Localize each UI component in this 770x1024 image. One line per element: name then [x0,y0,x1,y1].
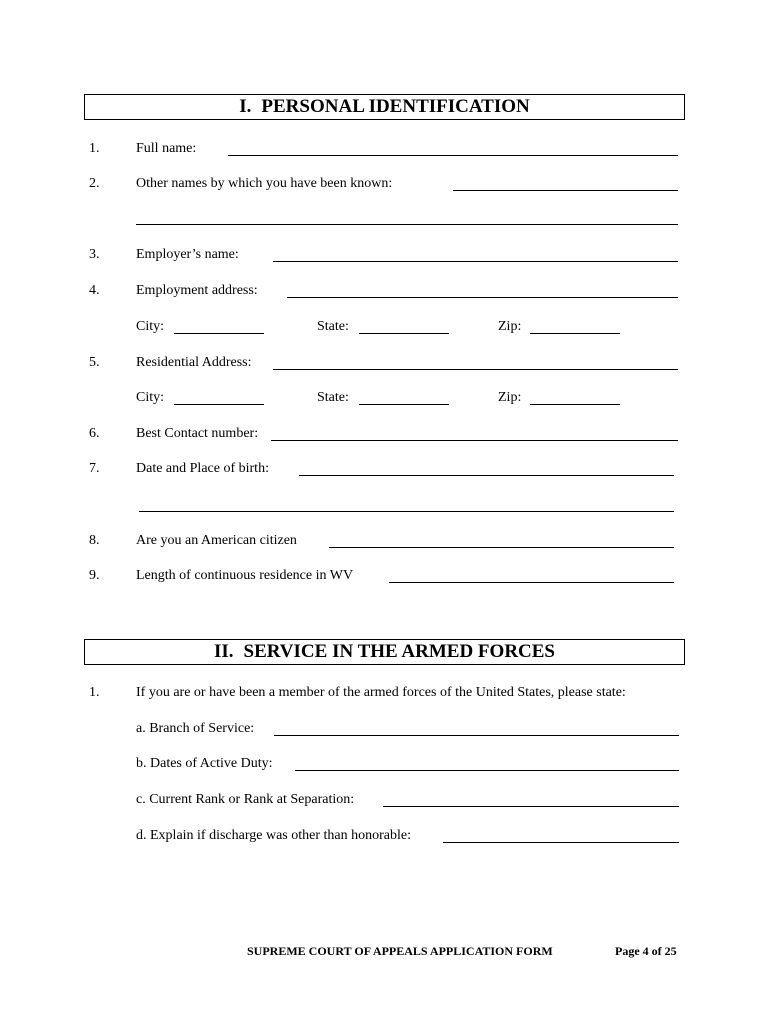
american-citizen-field[interactable] [329,547,674,548]
state-label: State: [317,319,349,334]
employment-zip-field[interactable] [530,333,620,334]
discharge-explanation [0,828,770,850]
question-number: 1. [89,685,100,700]
branch-of-service-label: a. Branch of Service: [136,721,255,736]
dates-active-duty-field[interactable] [295,770,679,771]
question-full-name [0,141,770,163]
question-date-place-birth [0,461,770,483]
discharge-explanation-field[interactable] [443,842,679,843]
question-residential-address [0,355,770,377]
current-rank [0,792,770,814]
section-title: PERSONAL IDENTIFICATION [261,96,530,117]
question-label: Date and Place of birth: [136,461,269,476]
footer-form-name: SUPREME COURT OF APPEALS APPLICATION FORM [247,944,553,958]
question-number: 7. [89,461,100,476]
question-armed-forces [0,685,770,707]
question-label: If you are or have been a member of the armed forces of the United States, please state: [136,685,626,700]
section-personal-identification-header [84,94,685,120]
question-label: Full name: [136,141,197,156]
city-label: City: [136,390,165,405]
residential-address-field[interactable] [273,369,678,370]
section-armed-forces-header [84,639,685,665]
question-contact-number [0,426,770,448]
question-label: Are you an American citizen [136,533,297,548]
question-label: Length of continuous residence in WV [136,568,354,583]
employment-city-state-zip [0,319,770,341]
employment-state-field[interactable] [359,333,449,334]
residential-zip-field[interactable] [530,404,620,405]
employment-city-field[interactable] [174,333,264,334]
branch-of-service-field[interactable] [274,735,679,736]
footer-page-number: Page 4 of 25 [615,944,677,958]
date-place-birth-field[interactable] [299,475,674,476]
dates-active-duty-label: b. Dates of Active Duty: [136,756,273,771]
question-employment-address [0,283,770,305]
question-number: 3. [89,247,100,262]
question-number: 9. [89,568,100,583]
contact-number-field[interactable] [271,440,678,441]
zip-label: Zip: [498,319,522,334]
question-number: 2. [89,176,100,191]
residential-city-field[interactable] [174,404,264,405]
section-number: I. [239,96,252,117]
question-other-names [0,176,770,198]
question-employer-name [0,247,770,269]
full-name-field[interactable] [228,155,678,156]
question-number: 1. [89,141,100,156]
question-number: 4. [89,283,100,298]
discharge-explanation-label: d. Explain if discharge was other than honorable: [136,828,411,843]
other-names-field[interactable] [453,190,678,191]
question-number: 6. [89,426,100,441]
question-american-citizen [0,533,770,555]
current-rank-label: c. Current Rank or Rank at Separation: [136,792,355,807]
question-label: Residential Address: [136,355,252,370]
residential-city-state-zip [0,390,770,412]
question-number: 8. [89,533,100,548]
residence-length-field[interactable] [389,582,674,583]
section-title: SERVICE IN THE ARMED FORCES [243,641,556,662]
city-label: City: [136,319,165,334]
question-label: Employer’s name: [136,247,239,262]
dates-active-duty [0,756,770,778]
employment-address-field[interactable] [287,297,678,298]
question-residence-length [0,568,770,590]
employer-name-field[interactable] [273,261,678,262]
question-number: 5. [89,355,100,370]
zip-label: Zip: [498,390,522,405]
section-number: II. [213,641,234,662]
branch-of-service [0,721,770,743]
state-label: State: [317,390,349,405]
date-place-birth-field-continued[interactable] [139,511,674,512]
other-names-field-continued[interactable] [136,224,678,225]
residential-state-field[interactable] [359,404,449,405]
current-rank-field[interactable] [383,806,679,807]
question-label: Best Contact number: [136,426,259,441]
question-label: Employment address: [136,283,258,298]
question-label: Other names by which you have been known: [136,176,393,191]
